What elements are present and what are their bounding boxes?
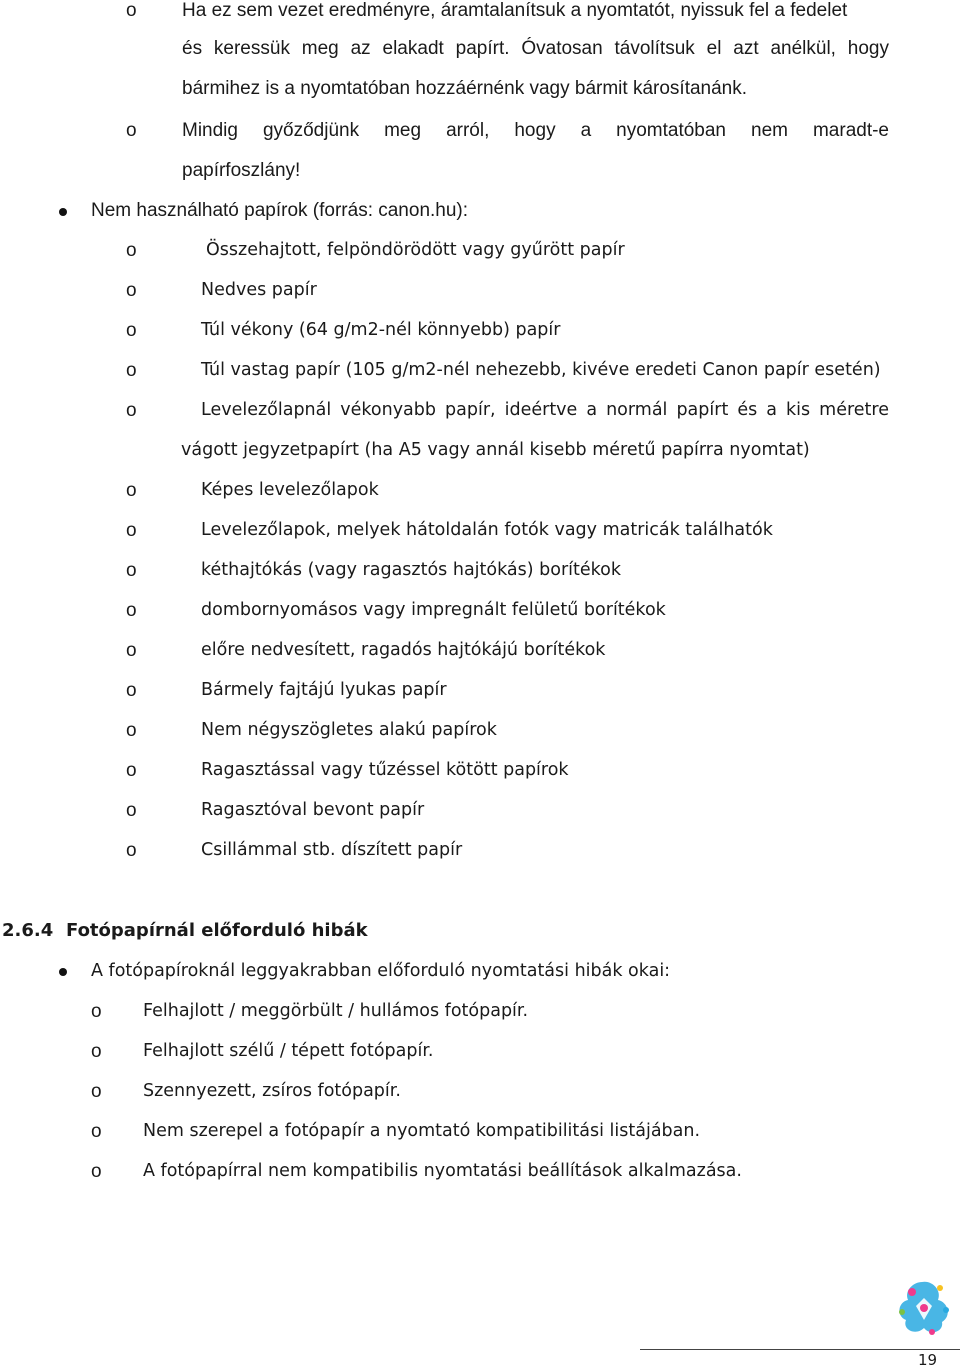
list-item: Ragasztóval bevont papír	[201, 800, 425, 820]
list-item: Túl vékony (64 g/m2-nél könnyebb) papír	[201, 320, 561, 340]
list-item: Szennyezett, zsíros fotópapír.	[143, 1081, 401, 1101]
list-item: kéthajtókás (vagy ragasztós hajtókás) borítékok	[201, 560, 622, 580]
sub-bullet: o	[126, 360, 137, 381]
sub-bullet: o	[91, 1161, 102, 1182]
sub-bullet: o	[126, 120, 137, 141]
photo-paper-heading: A fotópapíroknál leggyakrabban előforduló nyomtatási hibák okai:	[91, 961, 671, 981]
list-item: Bármely fajtájú lyukas papír	[201, 680, 447, 700]
list-item: dombornyomásos vagy impregnált felületű borítékok	[201, 600, 666, 620]
list-item: Nedves papír	[201, 280, 317, 300]
sub-bullet: o	[126, 480, 137, 501]
top-item-1-line-2: és keressük meg az elakadt papírt. Óvatosan távolítsuk el azt anélkül, hogy	[182, 38, 889, 59]
sub-bullet: o	[91, 1081, 102, 1102]
top-item-2-line-1: Mindig győződjünk meg arról, hogy a nyomtatóban nem maradt-e	[182, 120, 889, 141]
unusable-paper-heading: Nem használható papírok (forrás: canon.hu):	[91, 200, 469, 221]
sub-bullet: o	[126, 520, 137, 541]
list-item: Ragasztással vagy tűzéssel kötött papírok	[201, 760, 569, 780]
bullet-dot	[59, 208, 67, 216]
sub-bullet: o	[126, 840, 137, 861]
sub-bullet: o	[126, 640, 137, 661]
list-item: Túl vastag papír (105 g/m2-nél nehezebb, kivéve eredeti Canon papír esetén)	[201, 360, 881, 380]
list-item: Összehajtott, felpöndörödött vagy gyűrött papír	[206, 240, 625, 260]
sub-bullet: o	[126, 680, 137, 701]
list-item: A fotópapírral nem kompatibilis nyomtatási beállítások alkalmazása.	[143, 1161, 742, 1181]
sub-bullet: o	[91, 1121, 102, 1142]
sub-bullet: o	[126, 720, 137, 741]
sub-bullet: o	[126, 400, 137, 421]
list-item: Nem szerepel a fotópapír a nyomtató kompatibilitási listájában.	[143, 1121, 701, 1141]
sub-bullet: o	[91, 1041, 102, 1062]
sub-bullet: o	[126, 760, 137, 781]
list-item: előre nedvesített, ragadós hajtókájú borítékok	[201, 640, 606, 660]
sub-bullet: o	[126, 600, 137, 621]
sub-bullet: o	[126, 280, 137, 301]
sub-bullet: o	[91, 1001, 102, 1022]
sub-bullet: o	[126, 320, 137, 341]
top-item-1-line-3: bármihez is a nyomtatóban hozzáérnénk vagy bármit károsítanánk.	[182, 78, 748, 99]
top-item-1-line-1	[182, 0, 889, 22]
sub-bullet: o	[126, 800, 137, 821]
list-item: Csillámmal stb. díszített papír	[201, 840, 463, 860]
top-item-2-line-2: papírfoszlány!	[182, 160, 301, 181]
list-item: Levelezőlapnál vékonyabb papír, ideértve a normál papírt és a kis méretre	[201, 400, 889, 420]
splash-logo-icon	[892, 1276, 956, 1340]
list-item-continuation: vágott jegyzetpapírt (ha A5 vagy annál kisebb méretű papírra nyomtat)	[181, 440, 810, 460]
list-item: Nem négyszögletes alakú papírok	[201, 720, 497, 740]
list-item: Felhajlott / meggörbült / hullámos fotópapír.	[143, 1001, 529, 1021]
list-item: Levelezőlapok, melyek hátoldalán fotók vagy matricák találhatók	[201, 520, 773, 540]
footer-rule	[640, 1349, 960, 1350]
bullet-dot	[59, 968, 67, 976]
section-number: 2.6.4	[2, 920, 54, 941]
section-title: Fotópapírnál előforduló hibák	[66, 920, 368, 941]
text-line: Ha ez sem vezet eredményre, áramtalanítsuk a nyomtatót, nyissuk fel a fedelet	[182, 0, 848, 21]
page-number: 19	[918, 1351, 938, 1369]
list-item: Felhajlott szélű / tépett fotópapír.	[143, 1041, 434, 1061]
sub-bullet: o	[126, 0, 137, 21]
list-item: Képes levelezőlapok	[201, 480, 379, 500]
sub-bullet: o	[126, 240, 137, 261]
sub-bullet: o	[126, 560, 137, 581]
